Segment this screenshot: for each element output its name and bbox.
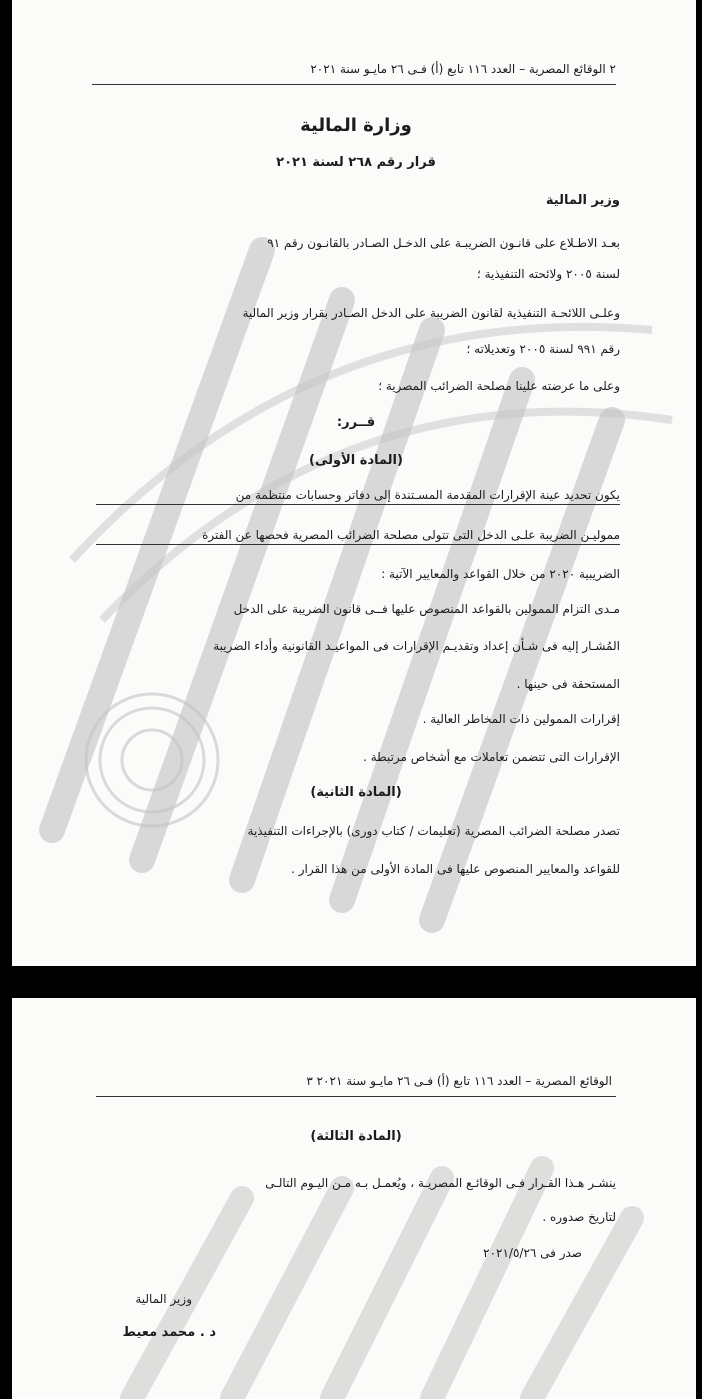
- preamble-line: لسنة ٢٠٠٥ ولائحته التنفيذية ؛: [476, 267, 620, 281]
- article-1-line: مموليـن الضريبة علـى الدخل التى تتولى مصلحة الضرائب المصرية فحصها عن الفترة: [96, 526, 620, 545]
- ministry-title: وزارة المالية: [300, 115, 412, 136]
- gazette-page-3: [12, 998, 696, 1399]
- criterion-item: مـدى التزام الممولين بالقواعد المنصوص عليها فــى قانون الضريبة على الدخل: [233, 602, 620, 616]
- issuer-heading: وزير المالية: [545, 193, 620, 208]
- article-3-line: لتاريخ صدوره .: [542, 1210, 616, 1224]
- article-3-line: ينشـر هـذا القـرار فـى الوقائـع المصريـة ، ويُعمـل بـه مـن اليـوم التالـى: [265, 1176, 616, 1190]
- signer-title: وزير المالية: [135, 1292, 192, 1306]
- preamble-line: وعلى ما عرضته علينا مصلحة الضرائب المصرية ؛: [378, 379, 620, 393]
- criterion-item: المُشـار إليه فى شـأن إعداد وتقديـم الإقرارات فى المواعيـد القانونية وأداء الضريبة: [213, 639, 620, 653]
- preamble-line: وعلـى اللائحـة التنفيذية لقانون الضريبة على الدخل الصـادر بقرار وزير المالية: [242, 306, 620, 320]
- page-header: ٢ الوقائع المصرية – العدد ١١٦ تابع (أ) فـى ٢٦ مايـو سنة ٢٠٢١: [310, 62, 616, 76]
- article-1-line: يكون تحديد عينة الإقرارات المقدمة المسـتندة إلى دفاتر وحسابات منتظمة من: [96, 486, 620, 505]
- signer-name: د . محمد معيط: [122, 1325, 216, 1340]
- header-rule: [96, 1096, 616, 1097]
- article-2-line: تصدر مصلحة الضرائب المصرية (تعليمات / كتاب دورى) بالإجراءات التنفيذية: [247, 824, 620, 838]
- preamble-line: رقم ٩٩١ لسنة ٢٠٠٥ وتعديلاته ؛: [466, 342, 620, 356]
- gazette-page-2: [12, 0, 696, 966]
- criterion-item: المستحقة فى حينها .: [516, 677, 620, 691]
- preamble-line: بعـد الاطـلاع على قانـون الضريبـة على الدخـل الصـادر بالقانـون رقم ٩١: [267, 236, 620, 250]
- article-2-title: (المادة الثانية): [310, 785, 402, 800]
- decided-heading: قــرر:: [336, 415, 376, 430]
- article-1-line: الضريبية ٢٠٢٠ من خلال القواعد والمعايير الآتية :: [381, 567, 620, 581]
- criterion-item: إقرارات الممولين ذات المخاطر العالية .: [422, 712, 620, 726]
- criterion-item: الإقرارات التى تتضمن تعاملات مع أشخاص مرتبطة .: [363, 750, 620, 764]
- issue-date: صدر فى ٢٠٢١/٥/٢٦: [483, 1246, 582, 1260]
- article-3-title: (المادة الثالثة): [310, 1129, 402, 1144]
- header-rule: [92, 84, 616, 85]
- article-1-title: (المادة الأولى): [309, 453, 403, 468]
- decree-number: قرار رقم ٢٦٨ لسنة ٢٠٢١: [276, 155, 436, 170]
- article-2-line: للقواعد والمعايير المنصوص عليها فى المادة الأولى من هذا القرار .: [291, 862, 620, 876]
- page-header: الوقائع المصرية – العدد ١١٦ تابع (أ) فـى ٢٦ مايـو سنة ٢٠٢١ ٣: [306, 1074, 612, 1088]
